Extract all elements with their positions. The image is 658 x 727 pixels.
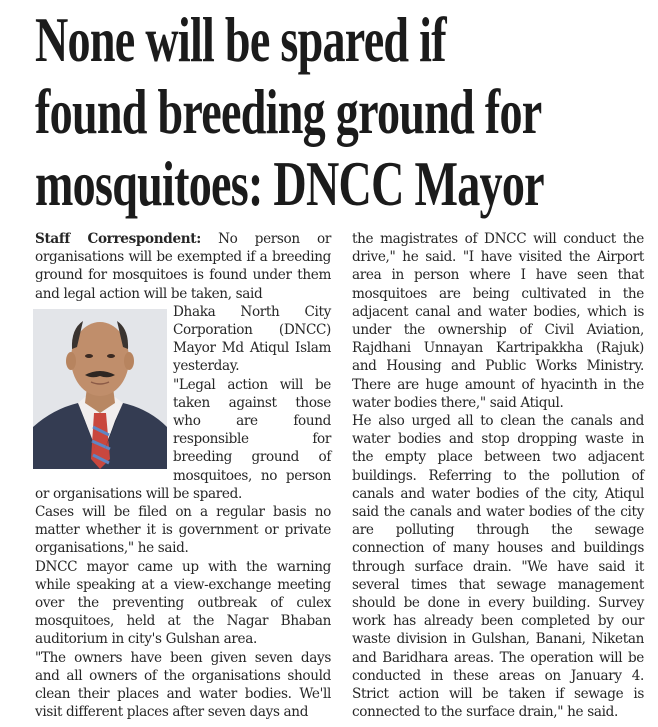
article-column-left: [35, 230, 331, 721]
headline-line: mosquitoes: DNCC Mayor: [35, 148, 544, 219]
quote-continuation-paragraph: Cases will be filed on a regular basis no matter whether it is government or private organisations," he said.: [35, 504, 331, 557]
intro-paragraph: [35, 230, 331, 303]
mayor-photo: [33, 309, 167, 469]
owners-paragraph: "The owners have been given seven days and all owners of the organisations should clean their places and water bodies. We'll visit different places after seven days and: [35, 649, 331, 721]
byline: Staff Correspondent:: [35, 231, 201, 247]
portrait-illustration: [33, 309, 167, 469]
headline-line: found breeding ground for: [35, 76, 542, 147]
intro-text: No person or organisations will be exempted if a breeding ground for mosquitoes is found under them and legal action will be taken, said: [35, 231, 331, 302]
article-column-right: [352, 230, 644, 721]
headline: [35, 4, 544, 220]
airport-paragraph: the magistrates of DNCC will conduct the drive," he said. "I have visited the Airport area in person where I have seen that mosquitoes are being cultivated in the adjacent canal and water bodies, which is under the ownership of Civil Aviation, Rajdhani Unnayan Kartripakkha (Rajuk) and Housing and Public Works Ministry. There are huge amount of hyacinth in the water bodies there," said Atiqul.: [352, 231, 644, 411]
beside-photo-paragraph-1: Dhaka North City Corporation (DNCC) Mayor Md Atiqul Islam yesterday.: [173, 303, 331, 375]
canals-paragraph: He also urged all to clean the canals and water bodies and stop dropping waste in the empty place between two adjacent buildings. Referring to the pollution of canals and water bodies of the city, Atiqul said the canals and water bodies of the city are polluting through the sewage connection of many houses and buildings through surface drain. "We have said it several times that sewage management should be done in every building. Survey work has already been completed by our waste division in Gulshan, Banani, Niketan and Baridhara areas. The operation will be conducted in these areas on January 4. Strict action will be taken if sewage is connected to the surface drain," he said.: [352, 413, 644, 721]
beside-photo-paragraph-2: "Legal action will be taken against those who are found responsible for breeding ground of mosquitoes, no person or organisations will be spared.: [35, 376, 331, 502]
meeting-paragraph: DNCC mayor came up with the warning while speaking at a view-exchange meeting over the preventing outbreak of culex mosquitoes, held at the Nagar Bhaban auditorium in city's Gulshan area.: [35, 558, 331, 648]
headline-line: None will be spared if: [35, 4, 446, 75]
